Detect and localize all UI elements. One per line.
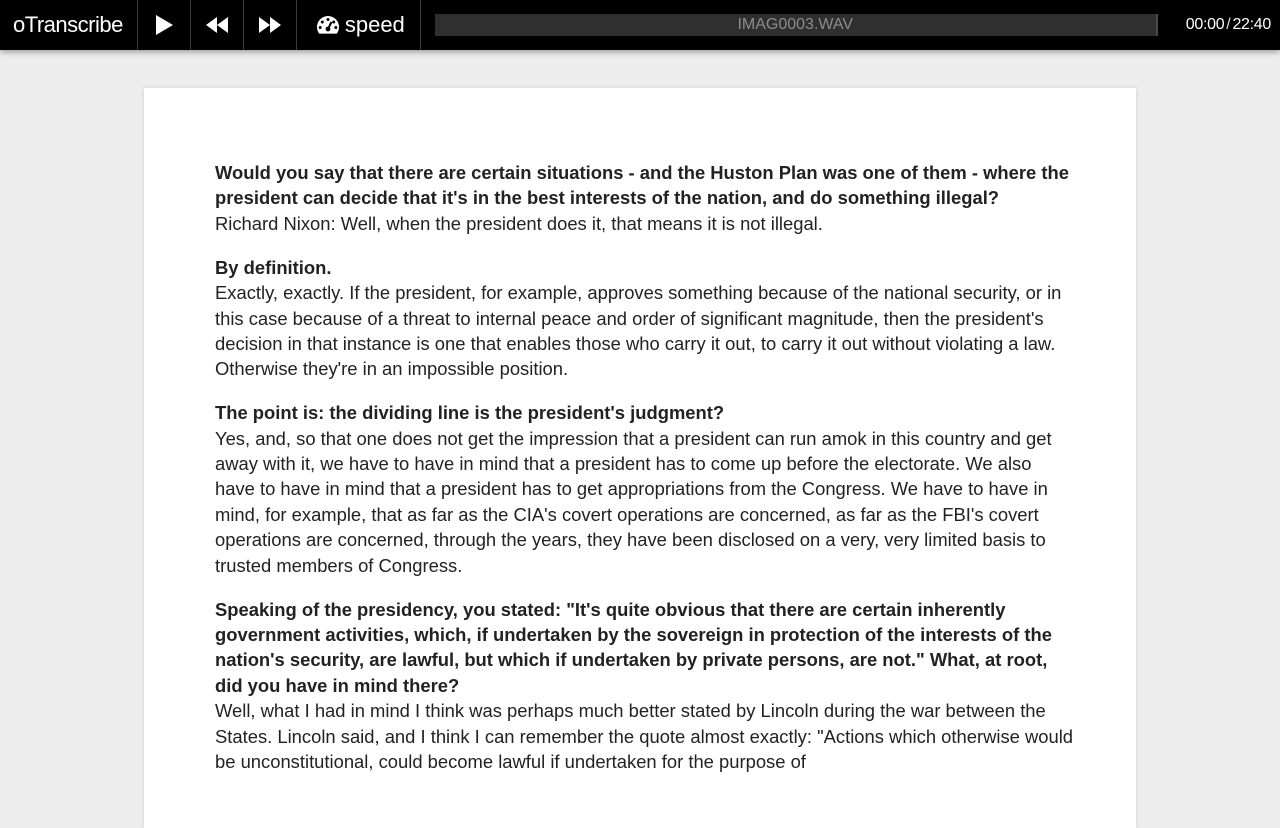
playback-progress [421,0,1186,50]
play-icon [154,14,174,36]
answer-text: Exactly, exactly. If the president, for example, approves something because of the national security, or in this case because of a threat to internal peace and order of significant magnitude, then the president's decision in that instance is one that enables those who carry it out, to carry it out without violating a law. Otherwise they're in an impossible position. [215,282,1062,380]
transcript-entry [215,160,1075,236]
time-total: 22:40 [1232,16,1271,33]
toolbar [0,0,1280,50]
progress-bar[interactable] [435,14,1158,36]
transcript-editor[interactable] [215,160,1075,793]
rewind-icon [205,16,229,34]
transcript-page [144,88,1136,828]
transcript-entry [215,597,1075,775]
question-text: Would you say that there are certain situations - and the Huston Plan was one of them - where the president can decide that it's in the best interests of the nation, and do something illegal? [215,162,1069,209]
play-button[interactable] [138,0,191,50]
file-name: IMAG0003.WAV [737,16,854,33]
answer-text: Richard Nixon: Well, when the president does it, that means it is not illegal. [215,212,823,234]
question-text: By definition. [215,256,332,278]
app-title: oTranscribe [0,0,138,50]
time-separator: / [1226,16,1231,33]
question-text: Speaking of the presidency, you stated: "It's quite obvious that there are certain inherently government activities, which, if undertaken by the sovereign in protection of the interests of the nation's security, are lawful, but which if undertaken by private persons, are not." What, at root, did you have in mind there? [215,598,1052,696]
answer-text: Well, what I had in mind I think was perhaps much better stated by Lincoln during the war between the States. Lincoln said, and I think I can remember the quote almost exactly: "Actions which otherwise would be unconstitutional, could become lawful if undertaken for the purpose of [215,700,1074,773]
question-text: The point is: the dividing line is the president's judgment? [215,402,725,424]
speed-button[interactable] [297,0,421,50]
time-display [1186,0,1280,50]
rewind-button[interactable] [191,0,244,50]
time-current: 00:00 [1185,16,1225,33]
speedometer-icon [316,15,340,35]
fast-forward-icon [258,16,282,34]
answer-text: Yes, and, so that one does not get the impression that a president can run amok in this country and get away with it, we have to have in mind that a president has to come up before the electorate. We also have to have in mind that a president has to get appropriations from the Congress. We have to have in mind, for example, that as far as the CIA's covert operations are concerned, as far as the FBI's covert operations are concerned, through the years, they have been disclosed on a very, very limited basis to trusted members of Congress. [215,427,1052,576]
transcript-entry [215,400,1075,578]
transcript-entry [215,255,1075,382]
speed-label: speed [344,12,405,37]
fast-forward-button[interactable] [244,0,297,50]
